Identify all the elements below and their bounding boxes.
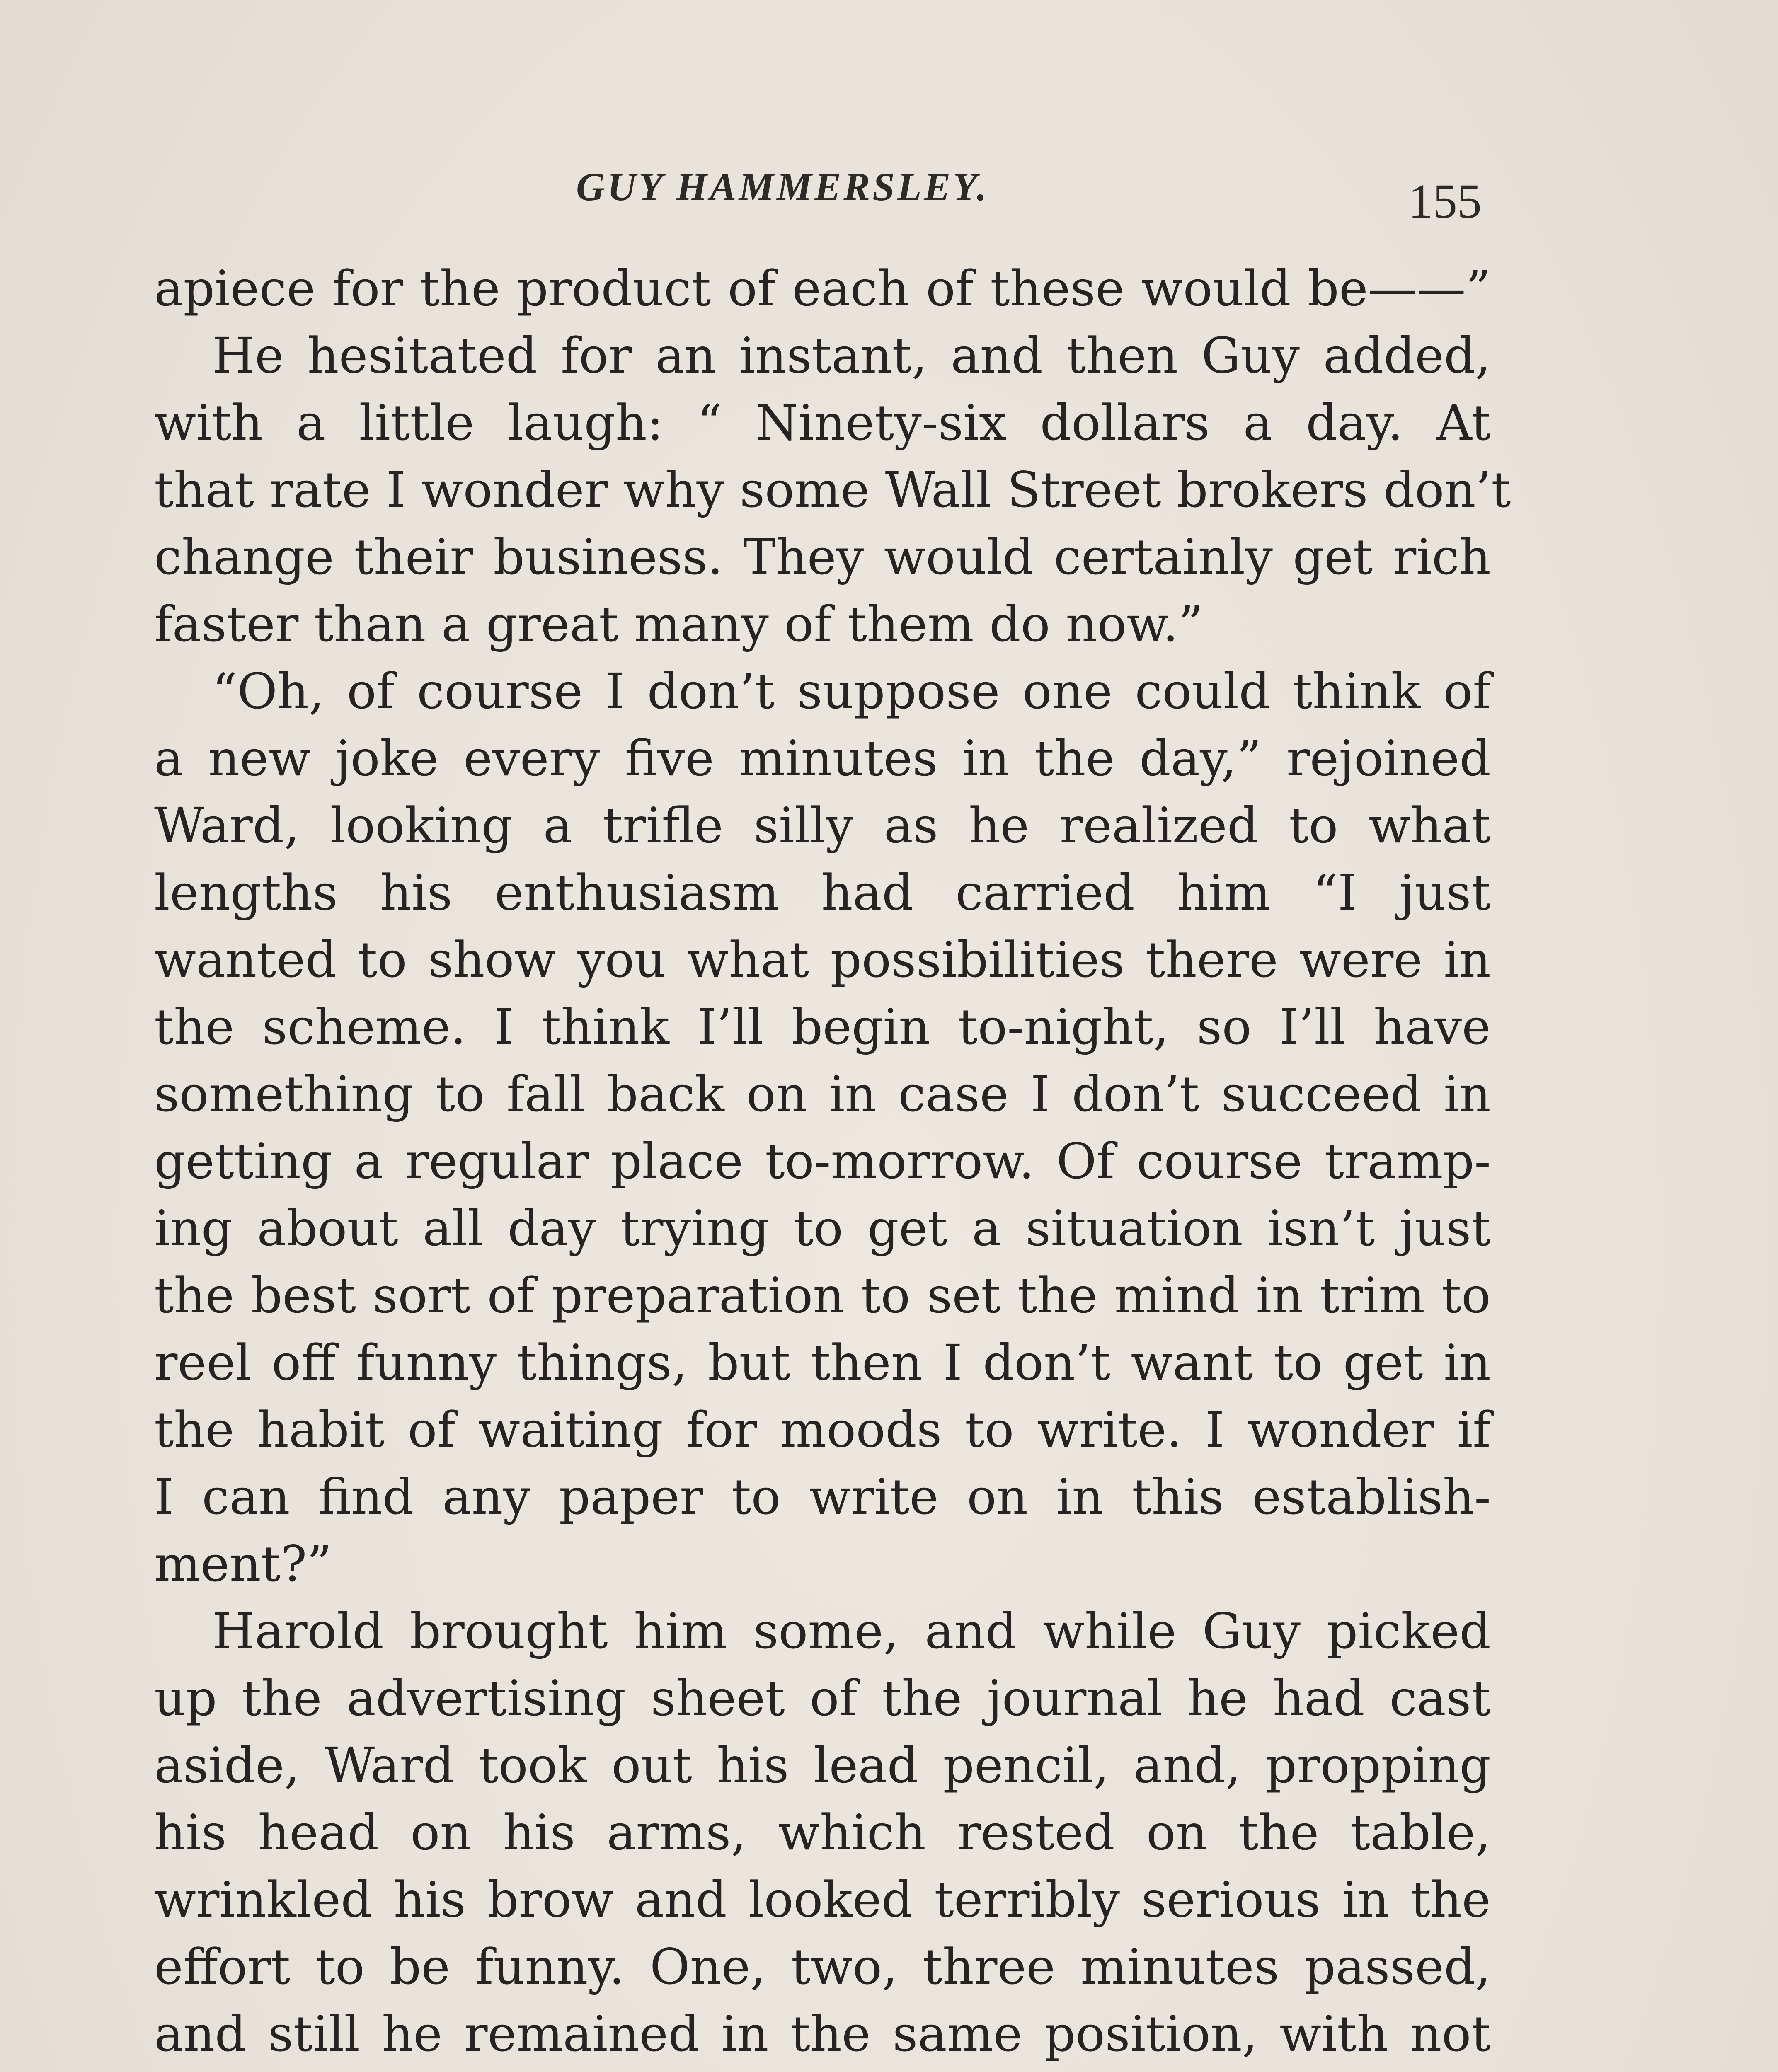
text-line: “Oh, of course I don’t suppose one could think of (212, 663, 1491, 720)
text-line: the habit of waiting for moods to write. I wonder if (154, 1401, 1491, 1458)
text-line: effort to be funny. One, two, three minutes passed, (154, 1938, 1491, 1995)
text-line: wrinkled his brow and looked terribly serious in the (154, 1871, 1491, 1928)
text-line: wanted to show you what possibilities there were in (154, 931, 1491, 988)
text-line: a new joke every five minutes in the day,” rejoined (154, 730, 1491, 787)
page-number: 155 (1408, 174, 1482, 228)
text-line: with a little laugh: “ Ninety-six dollars a day. At (154, 394, 1491, 451)
text-line: his head on his arms, which rested on the table, (154, 1804, 1491, 1861)
text-line (154, 2067, 1491, 2072)
text-line: and still he remained in the same position, with not (154, 2005, 1491, 2062)
body-text (154, 255, 1511, 2072)
text-line: ment?” (154, 1535, 332, 1593)
text-line: change their business. They would certainly get rich (154, 528, 1491, 586)
text-line: faster than a great many of them do now.” (154, 595, 1204, 653)
text-line: Ward, looking a trifle silly as he realized to what (154, 797, 1491, 854)
text-line: He hesitated for an instant, and then Guy added, (212, 327, 1491, 384)
text-line: getting a regular place to-morrow. Of course tramp- (154, 1133, 1491, 1190)
running-head: GUY HAMMERSLEY. (576, 165, 989, 209)
text-line: I can find any paper to write on in this establish- (154, 1468, 1491, 1525)
text-line: reel off funny things, but then I don’t want to get in (154, 1334, 1491, 1391)
text-line: ing about all day trying to get a situation isn’t just (154, 1200, 1491, 1257)
text-line: the scheme. I think I’ll begin to-night, so I’ll have (154, 998, 1491, 1055)
text-line: apiece for the product of each of these would be——” (154, 260, 1491, 317)
text-line: up the advertising sheet of the journal he had cast (154, 1670, 1491, 1727)
text-line: lengths his enthusiasm had carried him “I just (154, 864, 1491, 921)
text-line: that rate I wonder why some Wall Street brokers don’t (154, 461, 1511, 518)
text-line: Harold brought him some, and while Guy picked (212, 1602, 1491, 1660)
text-line: something to fall back on in case I don’t succeed in (154, 1065, 1491, 1123)
text-line: aside, Ward took out his lead pencil, and, propping (154, 1737, 1491, 1794)
text-line: the best sort of preparation to set the mind in trim to (154, 1267, 1491, 1324)
